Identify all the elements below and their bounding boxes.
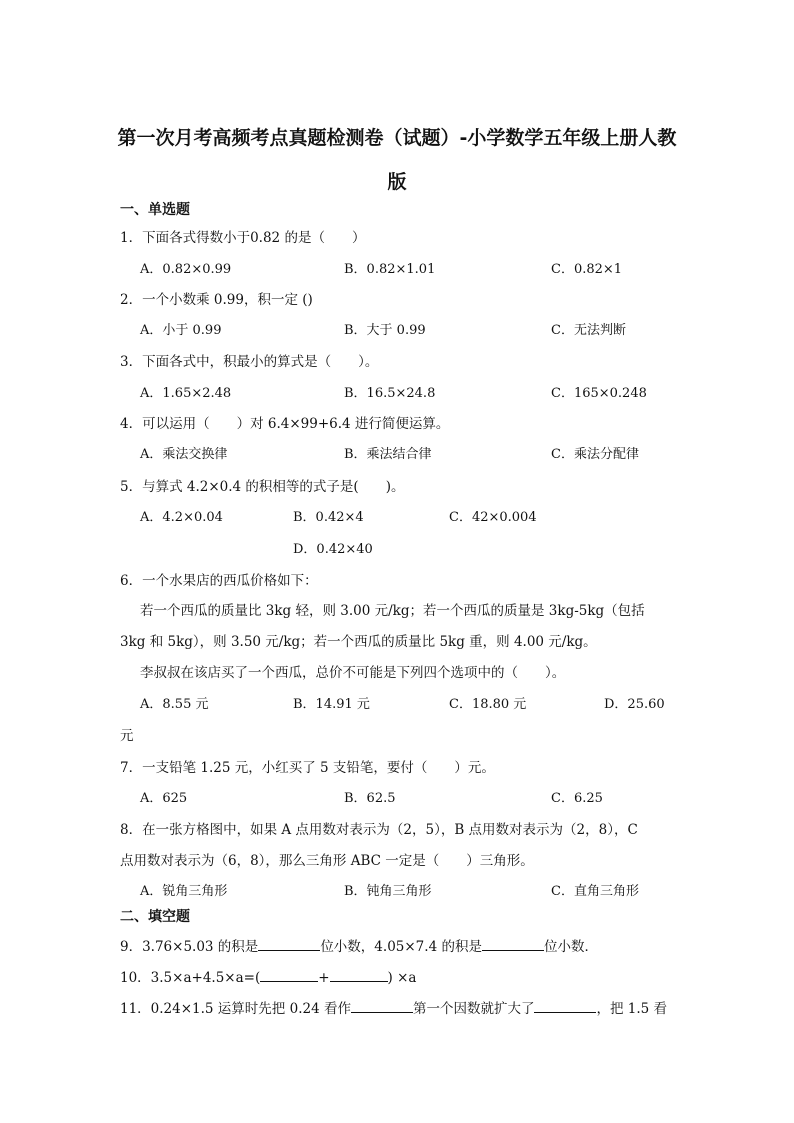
question-5-option-a[interactable]: A．4.2×0.04 <box>140 510 223 525</box>
question-7-option-a[interactable]: A．625 <box>140 791 188 806</box>
question-8-option-b[interactable]: B．钝角三角形 <box>344 884 432 899</box>
question-1-stem: 1．下面各式得数小于0.82 的是（ ） <box>120 230 366 246</box>
question-6-option-a[interactable]: A．8.55 元 <box>140 697 209 712</box>
question-6-stem: 6．一个水果店的西瓜价格如下： <box>120 573 318 589</box>
question-8-stem: 8．在一张方格图中，如果 A 点用数对表示为（2，5），B 点用数对表示为（2，8），C <box>120 822 638 838</box>
question-9-text-part1: 9．3.76×5.03 的积是 <box>120 939 259 955</box>
section-heading-fill-blank: 二、填空题 <box>120 909 190 925</box>
question-2-option-b[interactable]: B．大于 0.99 <box>344 323 426 338</box>
question-8-stem-continued: 点用数对表示为（6，8），那么三角形 ABC 一定是（ ）三角形。 <box>120 853 534 869</box>
question-3-option-a[interactable]: A．1.65×2.48 <box>140 386 232 401</box>
question-3-option-b[interactable]: B．16.5×24.8 <box>344 386 436 401</box>
question-1-option-a[interactable]: A．0.82×0.99 <box>140 262 232 277</box>
question-11-text-part3: ，把 1.5 看 <box>596 1001 668 1017</box>
question-1-option-c[interactable]: C．0.82×1 <box>551 262 623 277</box>
question-8-option-c[interactable]: C．直角三角形 <box>551 884 639 899</box>
question-5-option-b[interactable]: B．0.42×4 <box>293 510 364 525</box>
question-10-blank-2[interactable] <box>330 968 388 982</box>
question-11-blank-1[interactable] <box>351 999 413 1013</box>
question-1-option-b[interactable]: B．0.82×1.01 <box>344 262 436 277</box>
question-6-text-line3: 李叔叔在该店买了一个西瓜，总价不可能是下列四个选项中的（ ）。 <box>140 665 566 681</box>
question-6-option-c[interactable]: C．18.80 元 <box>449 697 527 712</box>
question-11-text-part2: 第一个因数就扩大了 <box>412 1001 535 1017</box>
question-5-stem: 5．与算式 4.2×0.4 的积相等的式子是( )。 <box>120 479 405 495</box>
question-9-blank-1[interactable] <box>258 937 320 951</box>
question-10-text-part3: ) ×a <box>387 970 417 986</box>
question-9 <box>120 937 598 955</box>
question-11-blank-2[interactable] <box>534 999 596 1013</box>
question-6-text-line2: 3kg 和 5kg），则 3.50 元/kg；若一个西瓜的质量比 5kg 重，则 4.00 元/kg。 <box>120 634 597 650</box>
question-8-option-a[interactable]: A．锐角三角形 <box>140 884 228 899</box>
question-4-option-a[interactable]: A．乘法交换律 <box>140 447 228 462</box>
question-4-option-c[interactable]: C．乘法分配律 <box>551 447 639 462</box>
question-11-text-part1: 11．0.24×1.5 运算时先把 0.24 看作 <box>120 1001 351 1017</box>
document-title-line1: 第一次月考高频考点真题检测卷（试题）-小学数学五年级上册人教 <box>117 127 677 149</box>
question-3-stem: 3．下面各式中，积最小的算式是（ ）。 <box>120 354 379 370</box>
question-2-stem: 2．一个小数乘 0.99，积一定 () <box>120 292 313 308</box>
question-9-blank-2[interactable] <box>482 937 544 951</box>
question-10-text-part1: 10．3.5×a+4.5×a=( <box>120 970 261 986</box>
document-title-line2: 版 <box>387 171 407 193</box>
question-11 <box>120 999 667 1017</box>
question-10-text-part2: + <box>318 970 330 986</box>
question-9-text-part3: 位小数． <box>543 939 598 955</box>
question-2-option-a[interactable]: A．小于 0.99 <box>140 323 222 338</box>
question-5-option-c[interactable]: C．42×0.004 <box>449 510 537 525</box>
question-7-option-b[interactable]: B．62.5 <box>344 791 396 806</box>
section-heading-single-choice: 一、单选题 <box>120 202 190 218</box>
question-4-stem: 4．可以运用（ ）对 6.4×99+6.4 进行简便运算。 <box>120 416 450 432</box>
question-7-option-c[interactable]: C．6.25 <box>551 791 603 806</box>
question-10 <box>120 968 416 986</box>
question-10-blank-1[interactable] <box>260 968 318 982</box>
question-9-text-part2: 位小数，4.05×7.4 的积是 <box>320 939 482 955</box>
question-5-option-d[interactable]: D．0.42×40 <box>293 542 373 557</box>
question-6-option-b[interactable]: B．14.91 元 <box>293 697 370 712</box>
question-6-text-line1: 若一个西瓜的质量比 3kg 轻，则 3.00 元/kg；若一个西瓜的质量是 3kg-5kg（包括 <box>140 603 645 619</box>
question-3-option-c[interactable]: C．165×0.248 <box>551 386 647 401</box>
question-7-stem: 7．一支铅笔 1.25 元，小红买了 5 支铅笔，要付（ ）元。 <box>120 760 495 776</box>
question-2-option-c[interactable]: C．无法判断 <box>551 323 626 338</box>
question-6-option-d-continued: 元 <box>120 728 134 744</box>
question-4-option-b[interactable]: B．乘法结合律 <box>344 447 432 462</box>
question-6-option-d[interactable]: D．25.60 <box>604 697 665 712</box>
